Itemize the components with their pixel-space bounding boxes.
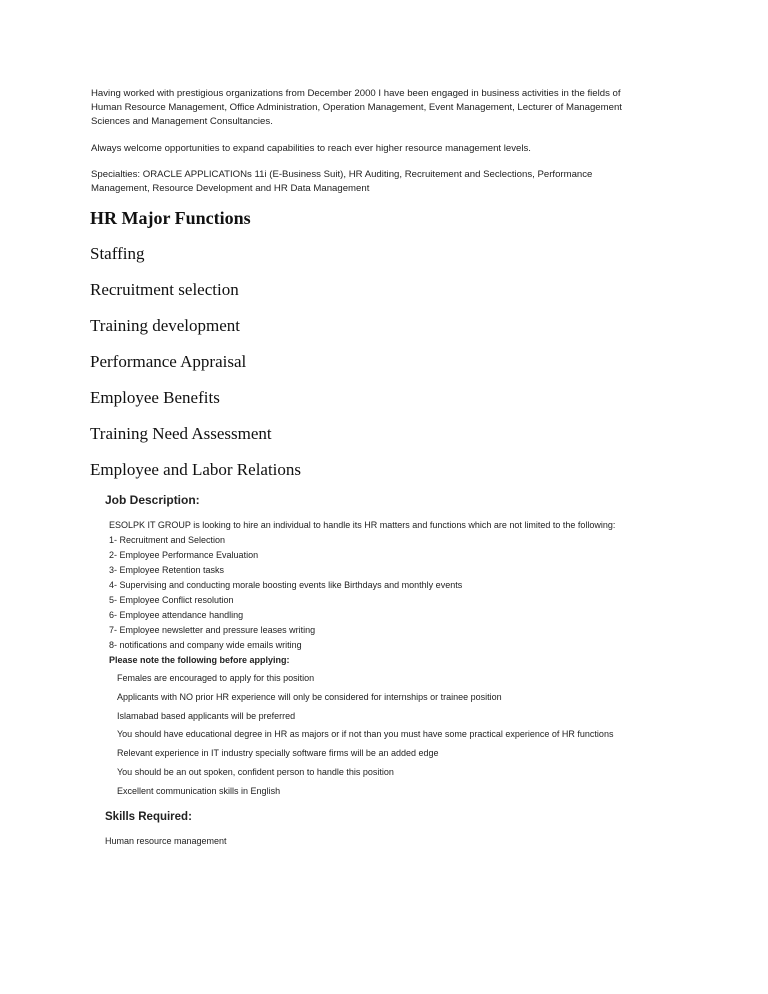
job-duty-item: 8- notifications and company wide emails writing	[109, 640, 302, 650]
job-duty-item: 6- Employee attendance handling	[109, 610, 244, 620]
hr-function-item: Staffing	[90, 244, 145, 263]
requirement-item: Islamabad based applicants will be preferred	[117, 710, 296, 721]
job-duty-item: 7- Employee newsletter and pressure leases writing	[109, 625, 316, 635]
job-duty-item: 5- Employee Conflict resolution	[109, 595, 234, 605]
requirement-item: You should have educational degree in HR as majors or if not than you must have some practical experience of HR functions	[117, 729, 614, 740]
skills-required-heading: Skills Required:	[105, 811, 192, 823]
job-duty-item: 2- Employee Performance Evaluation	[109, 550, 259, 560]
hr-function-item: Training Need Assessment	[90, 424, 272, 443]
application-requirements-list	[117, 671, 613, 803]
intro-paragraph-opportunities: Always welcome opportunities to expand capabilities to reach ever higher resource management levels.	[91, 143, 531, 154]
job-duty-item: 1- Recruitment and Selection	[109, 535, 226, 545]
hr-function-item: Recruitment selection	[90, 280, 239, 299]
hr-functions-list	[90, 242, 301, 494]
requirement-item: Females are encouraged to apply for this position	[117, 673, 315, 683]
job-duty-item: 3- Employee Retention tasks	[109, 565, 225, 575]
requirement-item: You should be an out spoken, confident person to handle this position	[117, 766, 394, 777]
hr-function-item: Employee Benefits	[90, 388, 220, 407]
job-description-heading: Job Description:	[105, 493, 200, 507]
hr-function-item: Employee and Labor Relations	[90, 460, 302, 479]
job-duty-item: 4- Supervising and conducting morale boosting events like Birthdays and monthly events	[109, 580, 463, 590]
intro-paragraph-specialties: Specialties: ORACLE APPLICATIONs 11i (E-Business Suit), HR Auditing, Recruitement and Seclections, Performance Management, Resource Development and HR Data Management	[91, 169, 593, 194]
hr-major-functions-heading: HR Major Functions	[90, 208, 251, 228]
skill-item: Human resource management	[105, 836, 227, 846]
hr-function-item: Performance Appraisal	[90, 352, 247, 371]
job-description-intro: ESOLPK IT GROUP is looking to hire an individual to handle its HR matters and functions which are not limited to the following:	[109, 520, 616, 530]
hr-function-item: Training development	[90, 316, 240, 335]
intro-paragraph-experience: Having worked with prestigious organizations from December 2000 I have been engaged in business activities in the fields of Human Resource Management, Office Administration, Operation Management, Event Management, Lecturer of Management Sciences and Management Consultancies.	[91, 88, 622, 127]
requirement-item: Excellent communication skills in English	[117, 785, 281, 796]
applying-note-heading: Please note the following before applying:	[109, 655, 290, 665]
job-duties-list	[109, 533, 462, 653]
requirement-item: Applicants with NO prior HR experience will only be considered for internships or trainee position	[117, 691, 502, 702]
requirement-item: Relevant experience in IT industry specially software firms will be an added edge	[117, 748, 439, 759]
